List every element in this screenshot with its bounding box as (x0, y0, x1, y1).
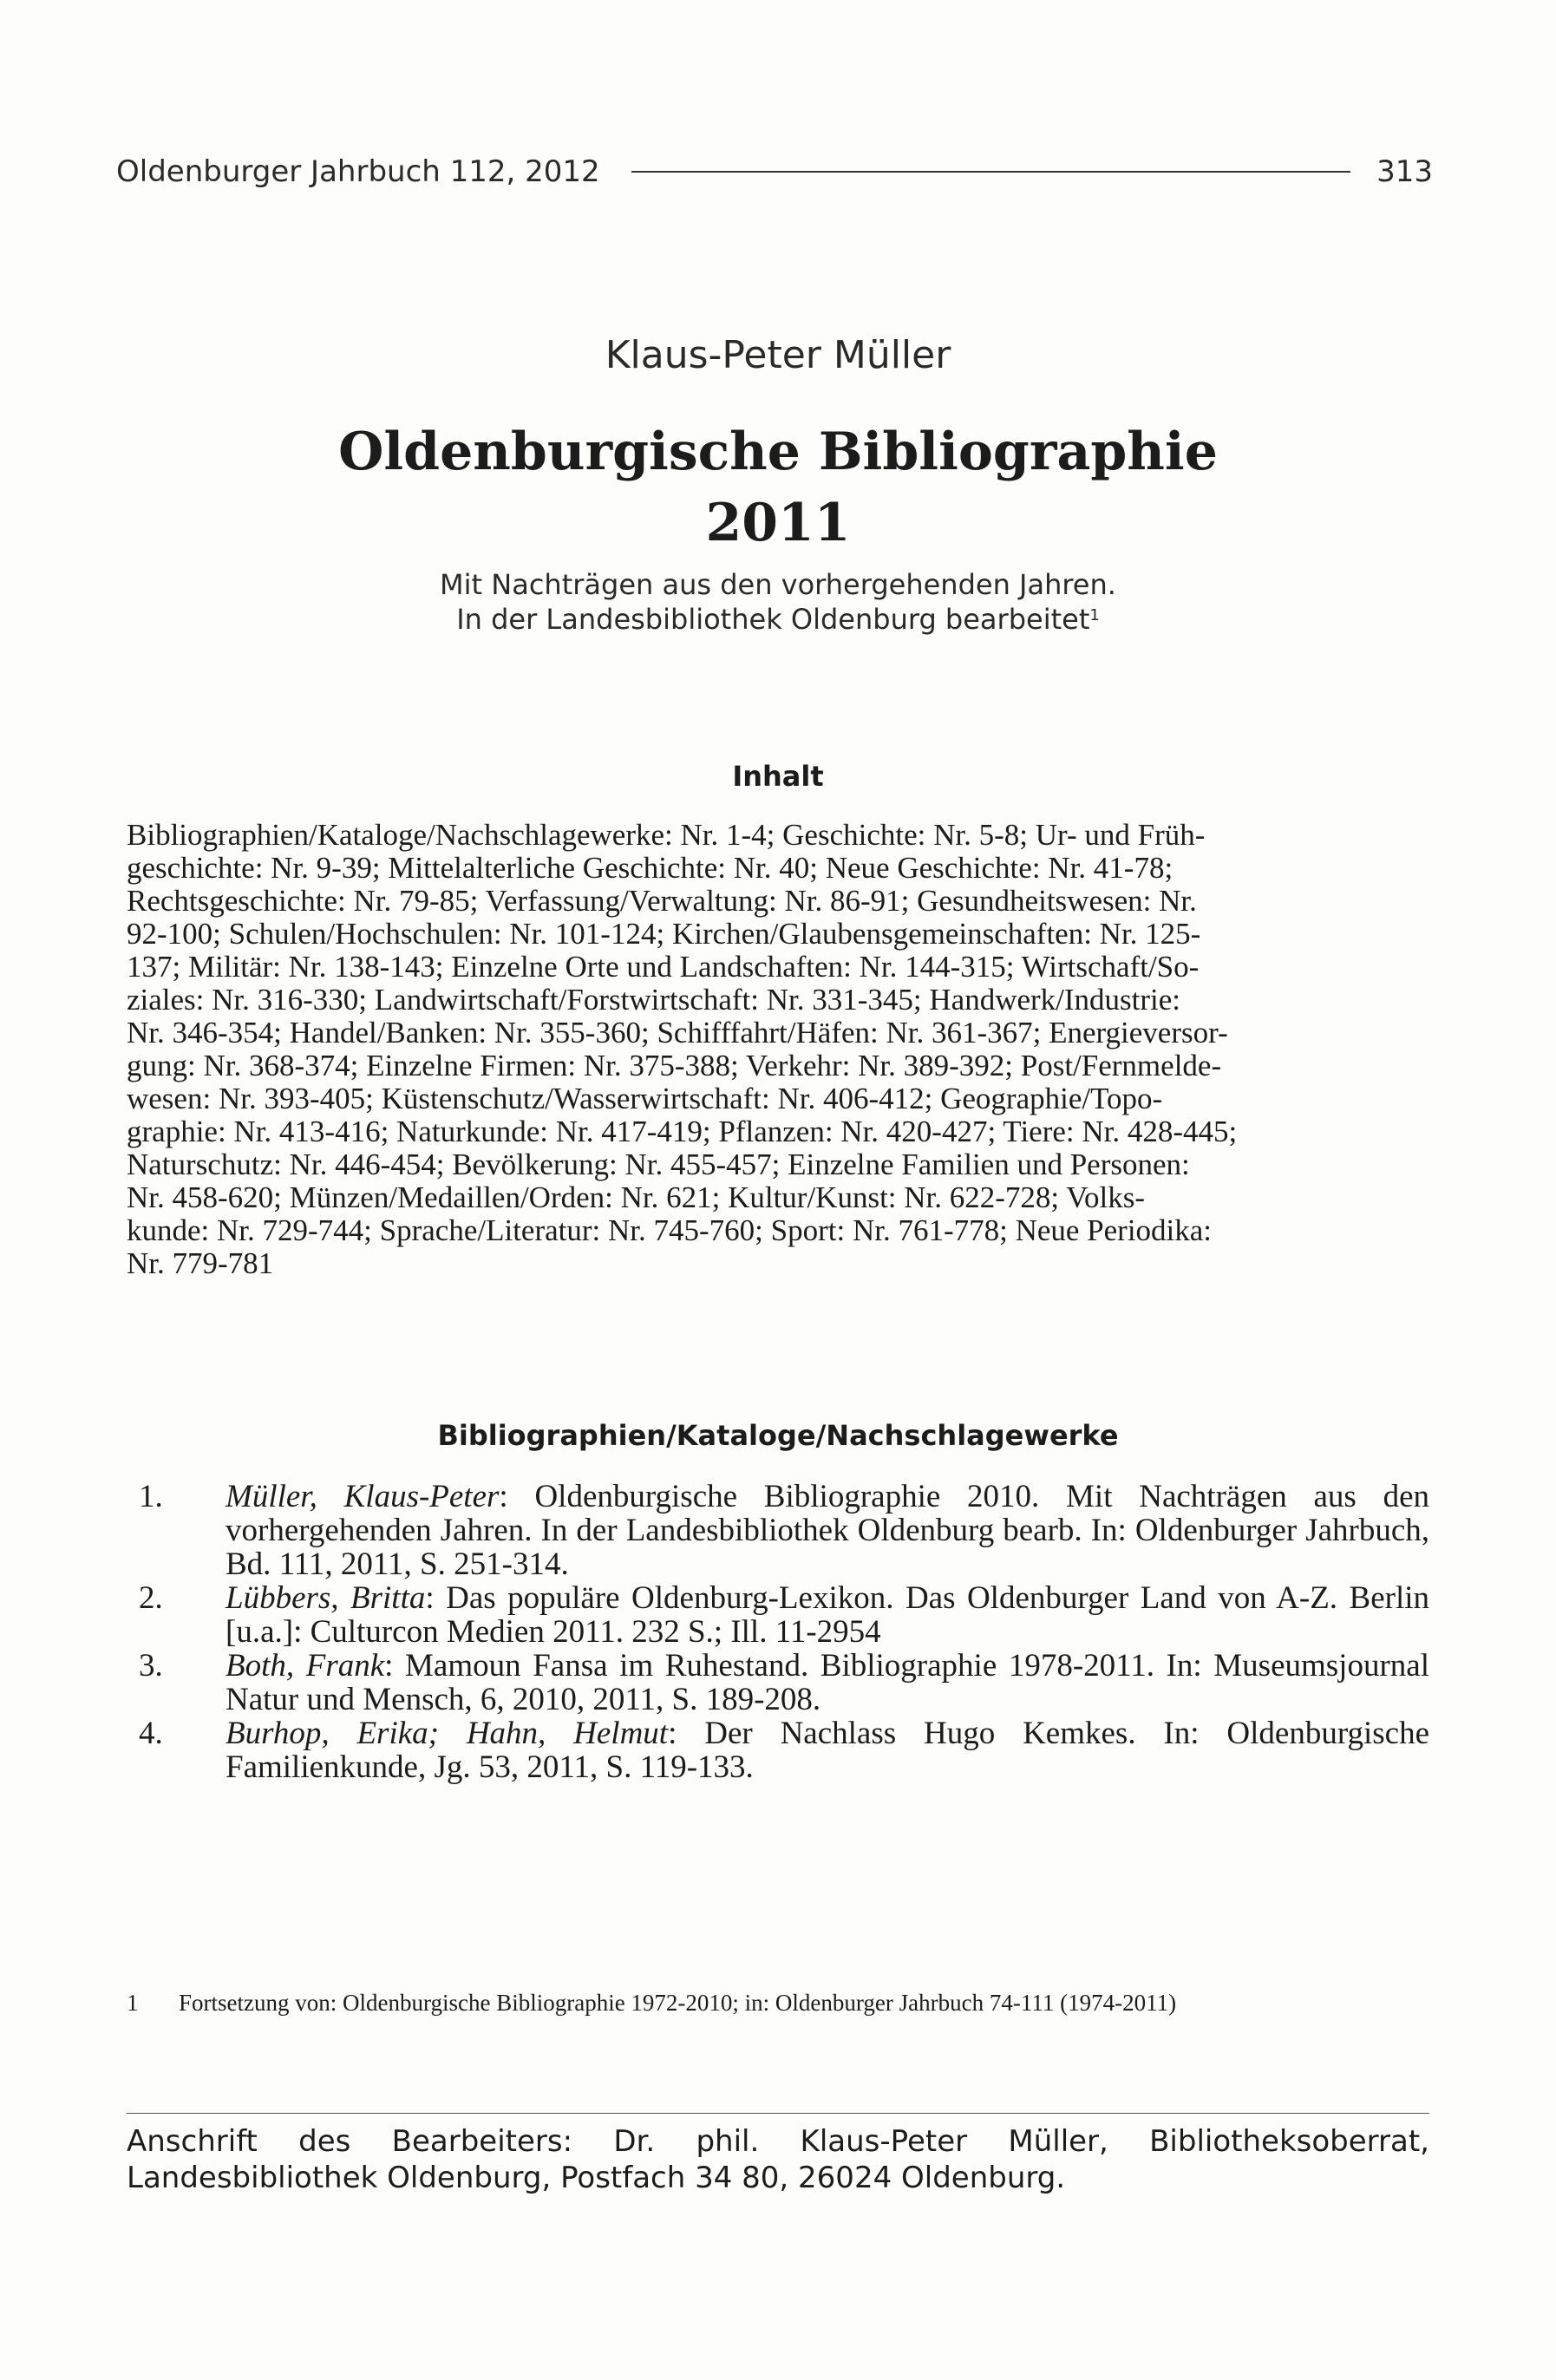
bibliography-entry (127, 1649, 1429, 1716)
entry-number: 1. (139, 1479, 163, 1514)
subtitle-line-2 (0, 602, 1556, 637)
entry-description: : Mamoun Fansa im Ruhestand. Bibliographie 1978-2011. In: Museumsjournal Natur und Mensch, 6, 2010, 2011, S. 189-208. (226, 1648, 1429, 1717)
contents-line: kunde: Nr. 729-744; Sprache/Literatur: Nr. 745-760; Sport: Nr. 761-778; Neue Periodika: (127, 1213, 1213, 1247)
running-head (116, 154, 1433, 189)
contents-line: graphie: Nr. 413-416; Naturkunde: Nr. 417-419; Pflanzen: Nr. 420-427; Tiere: Nr. 428-445; (127, 1115, 1238, 1148)
entry-text (226, 1649, 1429, 1716)
subtitle-line-1: Mit Nachträgen aus den vorhergehenden Jahren. (440, 568, 1116, 601)
section-heading: Bibliographien/Kataloge/Nachschlagewerke (437, 1419, 1119, 1452)
footnote-number: 1 (127, 1990, 139, 2016)
page-number: 313 (1376, 154, 1433, 189)
bibliography-entry (127, 1480, 1429, 1581)
header-rule (631, 171, 1350, 173)
entry-number: 3. (139, 1648, 163, 1684)
contents-line: Nr. 779-781 (127, 1246, 274, 1280)
contents-line: 137; Militär: Nr. 138-143; Einzelne Orte und Landschaften: Nr. 144-315; Wirtschaft/So- (127, 950, 1200, 984)
entry-text (226, 1480, 1429, 1581)
contents-line: wesen: Nr. 393-405; Küstenschutz/Wasserwirtschaft: Nr. 406-412; Geographie/Topo- (127, 1082, 1163, 1115)
contents-line: Bibliographien/Kataloge/Nachschlagewerke: Nr. 1-4; Geschichte: Nr. 5-8; Ur- und Früh- (127, 818, 1206, 852)
subtitle-line-2-text: In der Landesbibliothek Oldenburg bearbeitet (456, 603, 1090, 636)
title-line-2: 2011 (705, 493, 851, 553)
contents-line: Naturschutz: Nr. 446-454; Bevölkerung: Nr. 455-457; Einzelne Familien und Personen: (127, 1148, 1190, 1181)
footnote-mark: 1 (1089, 606, 1100, 624)
bibliography-entry (127, 1581, 1429, 1649)
entry-description: : Oldenburgische Bibliographie 2010. Mit Nachträgen aus den vorhergehenden Jahren. In der Landesbibliothek Oldenburg bearb. In: Oldenburger Jahrbuch, Bd. 111, 2011, S. 251-314. (226, 1479, 1430, 1582)
subtitle (0, 567, 1556, 637)
entry-number: 2. (139, 1580, 163, 1616)
journal-title: Oldenburger Jahrbuch 112, 2012 (116, 154, 600, 189)
bibliography-entry (127, 1716, 1429, 1784)
contents-line: Nr. 458-620; Münzen/Medaillen/Orden: Nr. 621; Kultur/Kunst: Nr. 622-728; Volks- (127, 1180, 1146, 1214)
entry-number: 4. (139, 1716, 163, 1751)
entry-authors: Burhop, Erika; Hahn, Helmut (226, 1716, 669, 1751)
bibliography-entries (127, 1480, 1429, 1784)
entry-authors: Both, Frank (226, 1648, 385, 1684)
entry-text (226, 1581, 1429, 1649)
article-title (0, 416, 1556, 559)
contents-line: gung: Nr. 368-374; Einzelne Firmen: Nr. 375-388; Verkehr: Nr. 389-392; Post/Fernmelde- (127, 1049, 1222, 1082)
footnote (127, 1988, 1429, 2017)
footnote-text: Fortsetzung von: Oldenburgische Bibliographie 1972-2010; in: Oldenburger Jahrbuch 74-111 (1974-2011) (179, 1990, 1177, 2016)
entry-authors: Müller, Klaus-Peter (226, 1479, 500, 1514)
author-name: Klaus-Peter Müller (605, 333, 951, 377)
entry-authors: Lübbers, Britta (226, 1580, 426, 1616)
contents-list (127, 819, 1429, 1280)
entry-description: : Das populäre Oldenburg-Lexikon. Das Oldenburger Land von A-Z. Berlin [u.a.]: Culturcon Medien 2011. 232 S.; Ill. 11-2954 (226, 1580, 1429, 1650)
contents-line: 92-100; Schulen/Hochschulen: Nr. 101-124; Kirchen/Glaubensgemeinschaften: Nr. 125- (127, 917, 1201, 951)
entry-description: : Der Nachlass Hugo Kemkes. In: Oldenburgische Familienkunde, Jg. 53, 2011, S. 119-133. (226, 1716, 1429, 1785)
contents-line: Nr. 346-354; Handel/Banken: Nr. 355-360; Schifffahrt/Häfen: Nr. 361-367; Energieversor- (127, 1016, 1228, 1049)
contents-line: Rechtsgeschichte: Nr. 79-85; Verfassung/Verwaltung: Nr. 86-91; Gesundheitswesen: Nr. (127, 884, 1197, 918)
contents-line: ziales: Nr. 316-330; Landwirtschaft/Forstwirtschaft: Nr. 331-345; Handwerk/Industrie: (127, 983, 1181, 1017)
bottom-divider (127, 2113, 1429, 2114)
entry-text (226, 1716, 1429, 1784)
editor-address: Anschrift des Bearbeiters: Dr. phil. Klaus-Peter Müller, Bibliotheksoberrat, Landesbibliothek Oldenburg, Postfach 34 80, 26024 Oldenburg. (127, 2124, 1429, 2195)
contents-line: geschichte: Nr. 9-39; Mittelalterliche Geschichte: Nr. 40; Neue Geschichte: Nr. 41-78; (127, 851, 1174, 885)
title-line-1: Oldenburgische Bibliographie (338, 422, 1218, 482)
contents-heading: Inhalt (732, 760, 824, 793)
